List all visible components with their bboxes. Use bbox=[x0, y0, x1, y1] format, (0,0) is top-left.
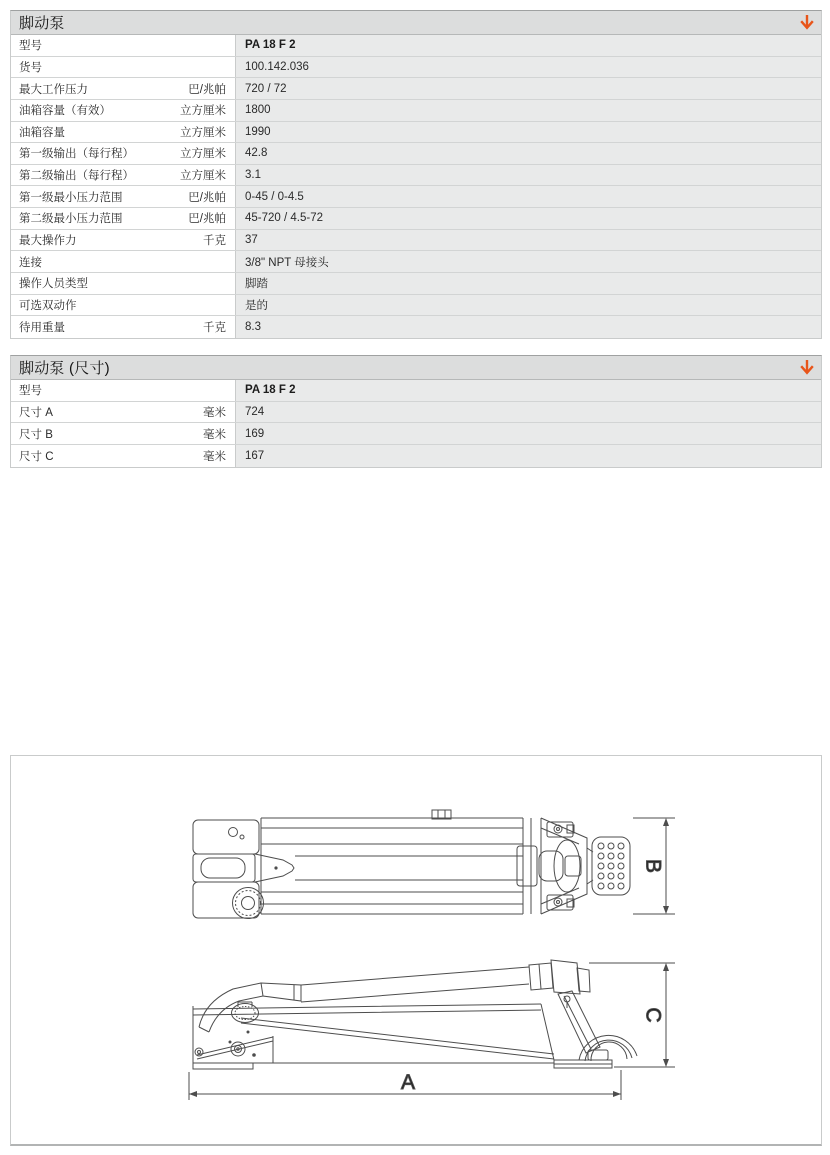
dimension-table-title: 脚动泵 (尺寸) bbox=[19, 360, 110, 377]
row-unit: 毫米 bbox=[203, 450, 226, 463]
row-label-cell bbox=[11, 273, 236, 294]
table-row bbox=[11, 208, 821, 230]
row-value: 42.8 bbox=[236, 143, 821, 164]
row-label: 油箱容量（有效） bbox=[19, 105, 111, 118]
row-label: 第二级输出（每行程） bbox=[19, 170, 134, 183]
row-unit: 立方厘米 bbox=[180, 170, 226, 183]
row-label-cell bbox=[11, 143, 236, 164]
row-label: 尺寸 B bbox=[19, 428, 53, 441]
pump-side-view bbox=[193, 960, 637, 1069]
row-value: 脚踏 bbox=[236, 273, 821, 294]
table-row bbox=[11, 230, 821, 252]
row-unit: 巴/兆帕 bbox=[188, 213, 226, 226]
table-row bbox=[11, 402, 821, 424]
table-row bbox=[11, 423, 821, 445]
row-label-cell bbox=[11, 186, 236, 207]
row-label-cell bbox=[11, 35, 236, 56]
row-unit: 千克 bbox=[203, 321, 226, 334]
row-value: 1800 bbox=[236, 100, 821, 121]
row-unit: 巴/兆帕 bbox=[188, 191, 226, 204]
row-label-cell bbox=[11, 295, 236, 316]
row-label: 第二级最小压力范围 bbox=[19, 213, 123, 226]
dimension-c bbox=[589, 963, 675, 1067]
row-unit: 立方厘米 bbox=[180, 105, 226, 118]
row-value: 1990 bbox=[236, 122, 821, 143]
table-row bbox=[11, 295, 821, 317]
row-value: 3.1 bbox=[236, 165, 821, 186]
row-unit: 立方厘米 bbox=[180, 148, 226, 161]
row-label: 货号 bbox=[19, 61, 42, 74]
row-label: 尺寸 C bbox=[19, 450, 54, 463]
row-label: 连接 bbox=[19, 256, 42, 269]
row-label: 油箱容量 bbox=[19, 126, 65, 139]
row-label-cell bbox=[11, 445, 236, 467]
row-label-cell bbox=[11, 316, 236, 338]
row-label: 待用重量 bbox=[19, 321, 65, 334]
table-row bbox=[11, 316, 821, 338]
pump-top-view bbox=[193, 810, 630, 919]
row-value: 167 bbox=[236, 445, 821, 467]
row-label-cell bbox=[11, 423, 236, 444]
row-unit: 毫米 bbox=[203, 406, 226, 419]
row-unit: 千克 bbox=[203, 234, 226, 247]
row-value: 724 bbox=[236, 402, 821, 423]
row-label: 型号 bbox=[19, 385, 42, 398]
technical-drawing-panel bbox=[10, 755, 822, 1146]
row-label: 第一级最小压力范围 bbox=[19, 191, 123, 204]
row-label-cell bbox=[11, 251, 236, 272]
row-value: 45-720 / 4.5-72 bbox=[236, 208, 821, 229]
table-row bbox=[11, 445, 821, 467]
row-label: 操作人员类型 bbox=[19, 278, 88, 291]
table-row bbox=[11, 273, 821, 295]
row-value: PA 18 F 2 bbox=[236, 35, 821, 56]
row-label: 尺寸 A bbox=[19, 406, 53, 419]
spec-table-rows bbox=[11, 35, 821, 338]
row-label: 最大操作力 bbox=[19, 234, 77, 247]
spec-table bbox=[10, 10, 822, 339]
row-value: 0-45 / 0-4.5 bbox=[236, 186, 821, 207]
row-label: 可选双动作 bbox=[19, 299, 77, 312]
pump-technical-drawing bbox=[11, 756, 821, 1144]
row-value: 720 / 72 bbox=[236, 78, 821, 99]
row-label: 型号 bbox=[19, 40, 42, 53]
table-row bbox=[11, 100, 821, 122]
row-label-cell bbox=[11, 402, 236, 423]
table-row bbox=[11, 186, 821, 208]
table-row bbox=[11, 165, 821, 187]
row-unit: 立方厘米 bbox=[180, 126, 226, 139]
row-label-cell bbox=[11, 78, 236, 99]
spec-table-header bbox=[11, 11, 821, 35]
row-label-cell bbox=[11, 165, 236, 186]
table-row bbox=[11, 35, 821, 57]
row-value: 8.3 bbox=[236, 316, 821, 338]
row-label-cell bbox=[11, 57, 236, 78]
dimension-c-label: C bbox=[641, 1007, 665, 1023]
table-row bbox=[11, 122, 821, 144]
row-label-cell bbox=[11, 100, 236, 121]
row-label: 最大工作压力 bbox=[19, 83, 88, 96]
row-label: 第一级输出（每行程） bbox=[19, 148, 134, 161]
dimension-table-rows bbox=[11, 380, 821, 467]
row-value: 37 bbox=[236, 230, 821, 251]
table-row bbox=[11, 57, 821, 79]
row-label-cell bbox=[11, 208, 236, 229]
row-value: 3/8" NPT 母接头 bbox=[236, 251, 821, 272]
dimension-b-label: B bbox=[641, 858, 665, 874]
table-row bbox=[11, 143, 821, 165]
table-row bbox=[11, 380, 821, 402]
table-row bbox=[11, 78, 821, 100]
row-label-cell bbox=[11, 380, 236, 401]
row-unit: 毫米 bbox=[203, 428, 226, 441]
dimension-b bbox=[633, 818, 675, 914]
scroll-down-arrow-icon[interactable] bbox=[798, 358, 821, 378]
table-row bbox=[11, 251, 821, 273]
dimension-a bbox=[189, 1070, 621, 1100]
dimension-table-header bbox=[11, 356, 821, 380]
row-unit: 巴/兆帕 bbox=[188, 83, 226, 96]
spec-table-title: 脚动泵 bbox=[19, 15, 65, 32]
row-label-cell bbox=[11, 122, 236, 143]
scroll-down-arrow-icon[interactable] bbox=[798, 13, 821, 33]
dimension-table bbox=[10, 355, 822, 468]
row-value: 100.142.036 bbox=[236, 57, 821, 78]
row-label-cell bbox=[11, 230, 236, 251]
row-value: PA 18 F 2 bbox=[236, 380, 821, 401]
pedal-grip-dots bbox=[598, 843, 624, 889]
row-value: 169 bbox=[236, 423, 821, 444]
row-value: 是的 bbox=[236, 295, 821, 316]
dimension-a-label: A bbox=[400, 1071, 416, 1094]
